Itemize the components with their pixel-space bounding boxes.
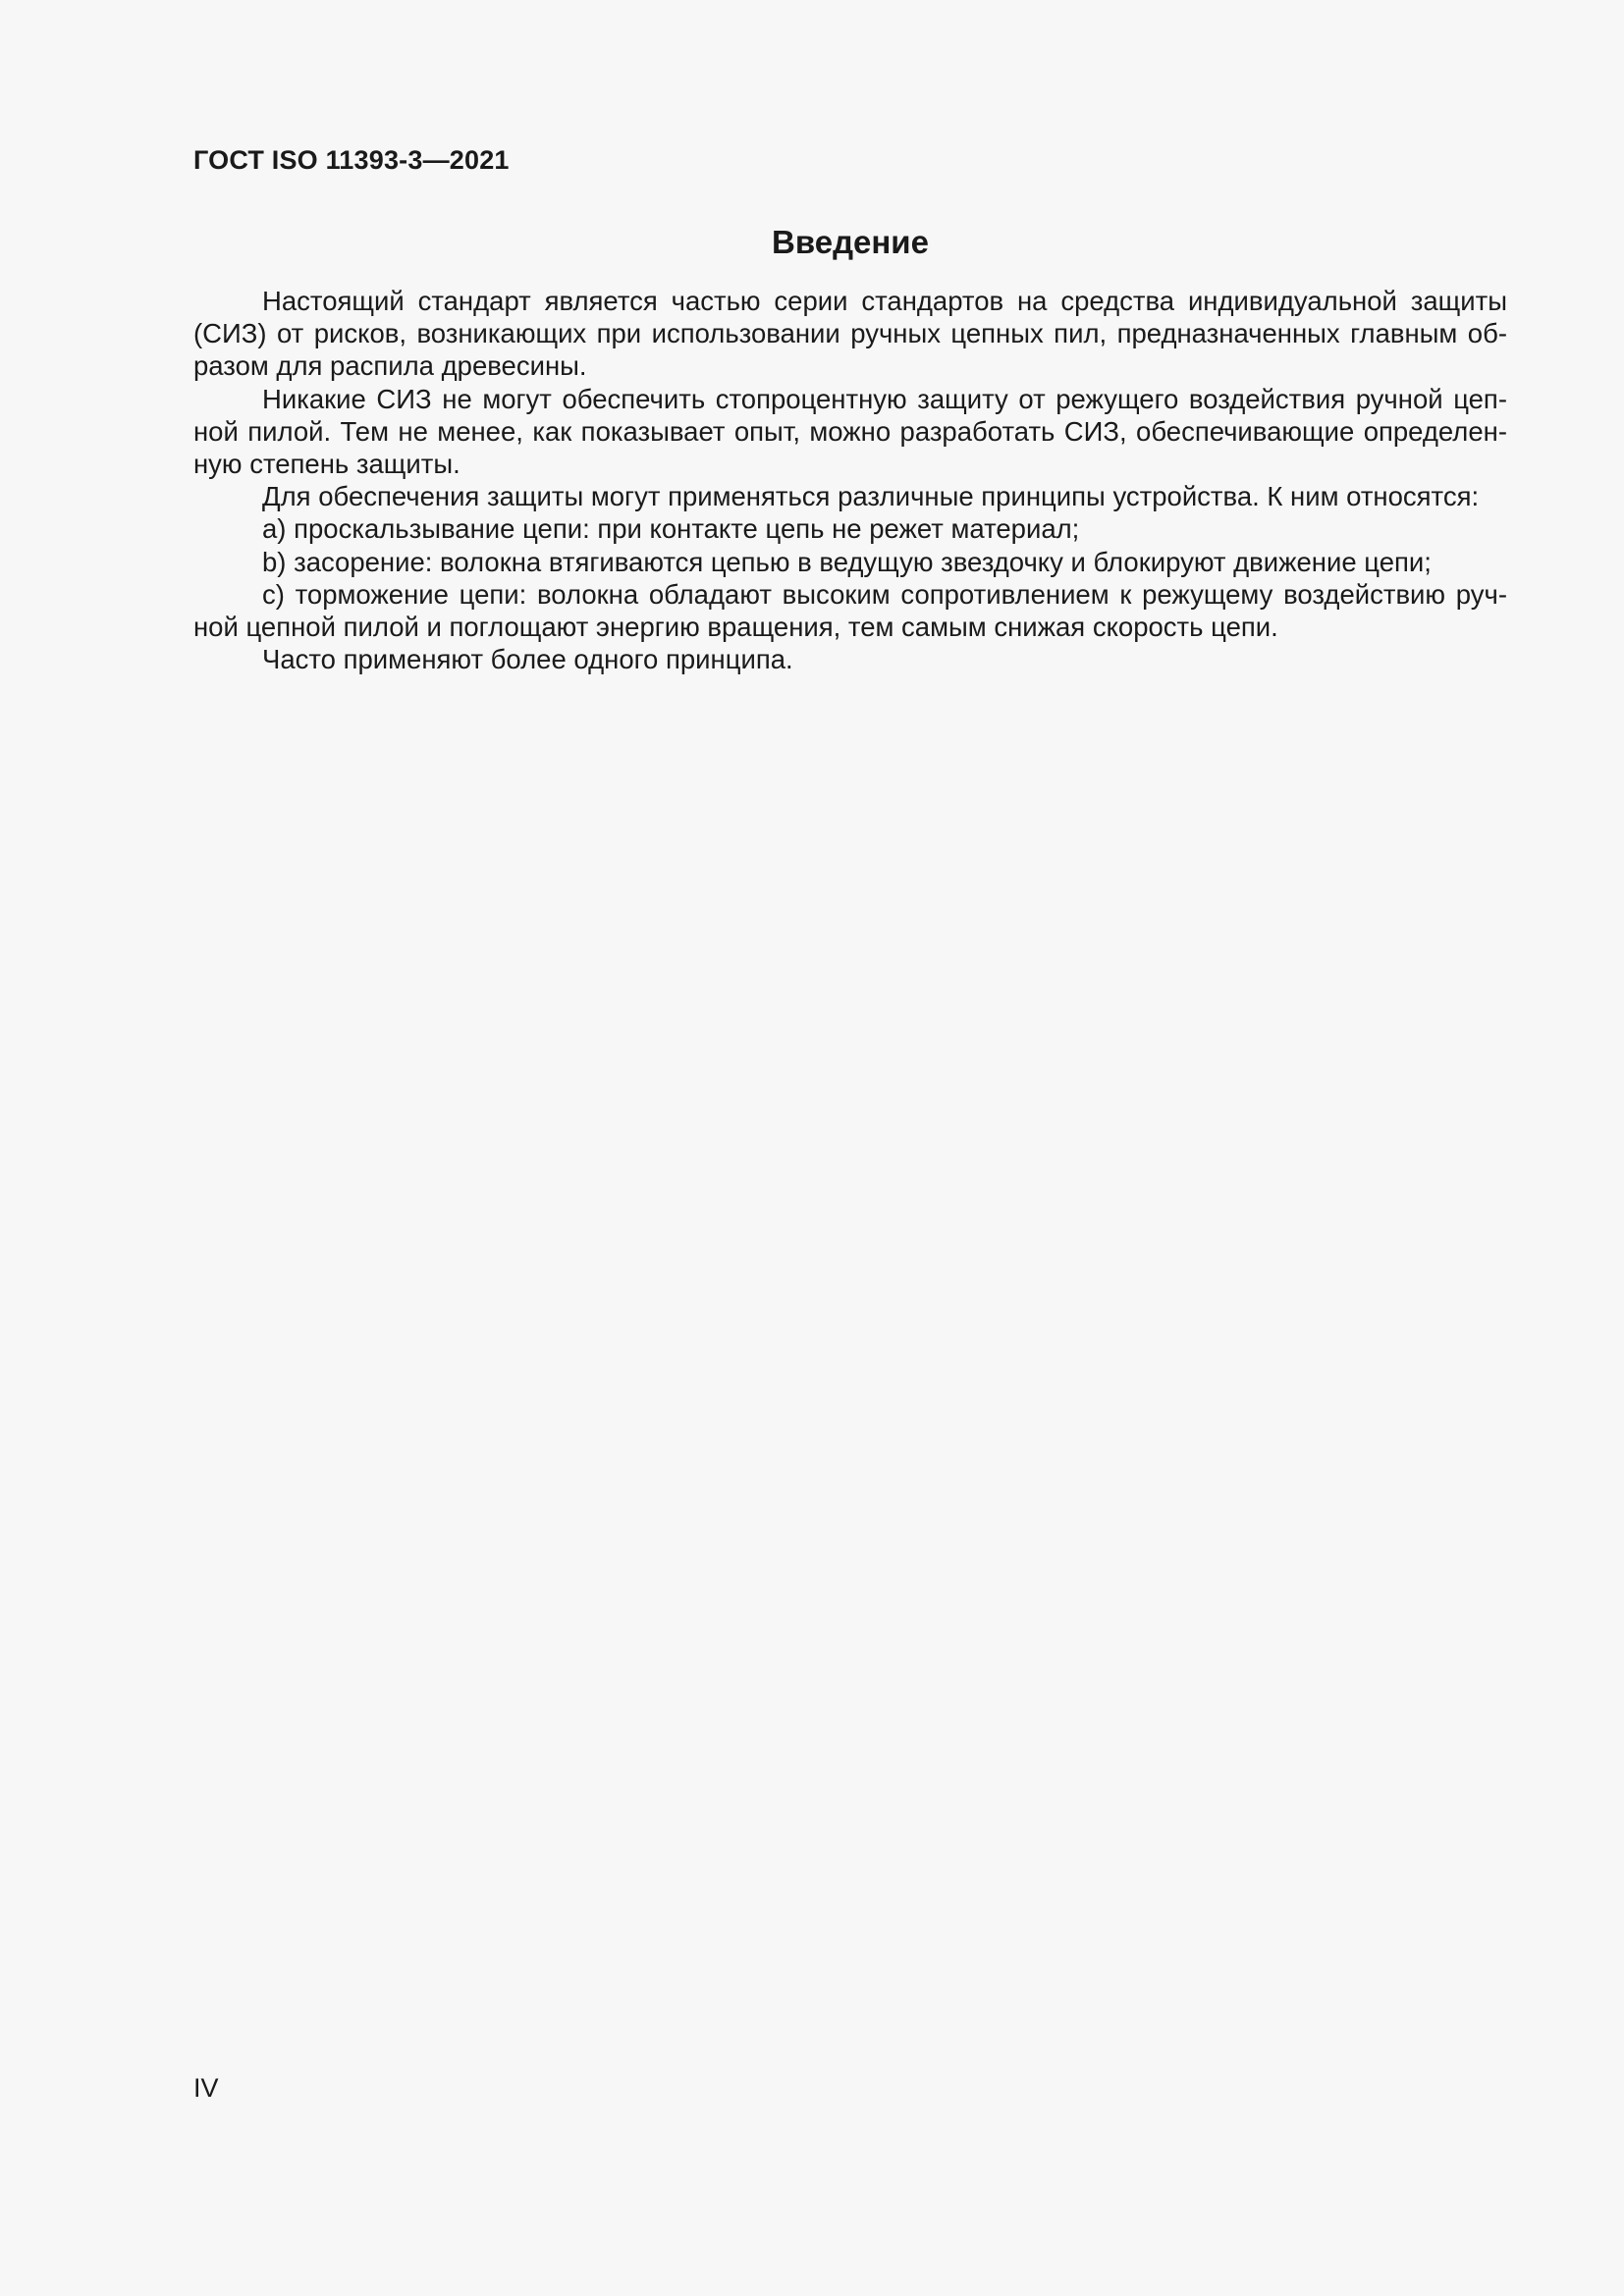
list-item-clogging: b) засорение: волокна втягиваются цепью в ведущую звездочку и блокируют движение цепи; [262,546,1432,577]
paragraph-protection-limits: Никакие СИЗ не могут обеспечить стопроцентную защиту от режущего воздействия ручной цепной пилой. Тем не менее, как показывает опыт, можно разработать СИЗ, обеспечивающие определенную степень защиты. [193,383,1507,480]
introduction-body [193,285,1507,675]
section-title: Введение [772,224,929,260]
paragraph-principles-intro: Для обеспечения защиты могут применяться различные принципы устройства. К ним относятся: [262,481,1480,512]
list-item-chain-slipping: a) проскальзывание цепи: при контакте цепь не режет материал; [262,513,1080,545]
document-code-header: ГОСТ ISO 11393-3—2021 [193,145,510,175]
list-item-chain-braking: c) торможение цепи: волокна обладают высоким сопротивлением к режущему воздействию ручной цепной пилой и поглощают энергию вращения, тем самым снижая скорость цепи. [193,578,1507,643]
paragraph-scope: Настоящий стандарт является частью серии стандартов на средства индивидуальной защиты (СИЗ) от рисков, возникающих при использовании ручных цепных пил, предназначенных главным образом для распила древесины. [193,286,1507,382]
paragraph-combined-principles: Часто применяют более одного принципа. [262,644,793,675]
page-number: IV [193,2073,219,2103]
